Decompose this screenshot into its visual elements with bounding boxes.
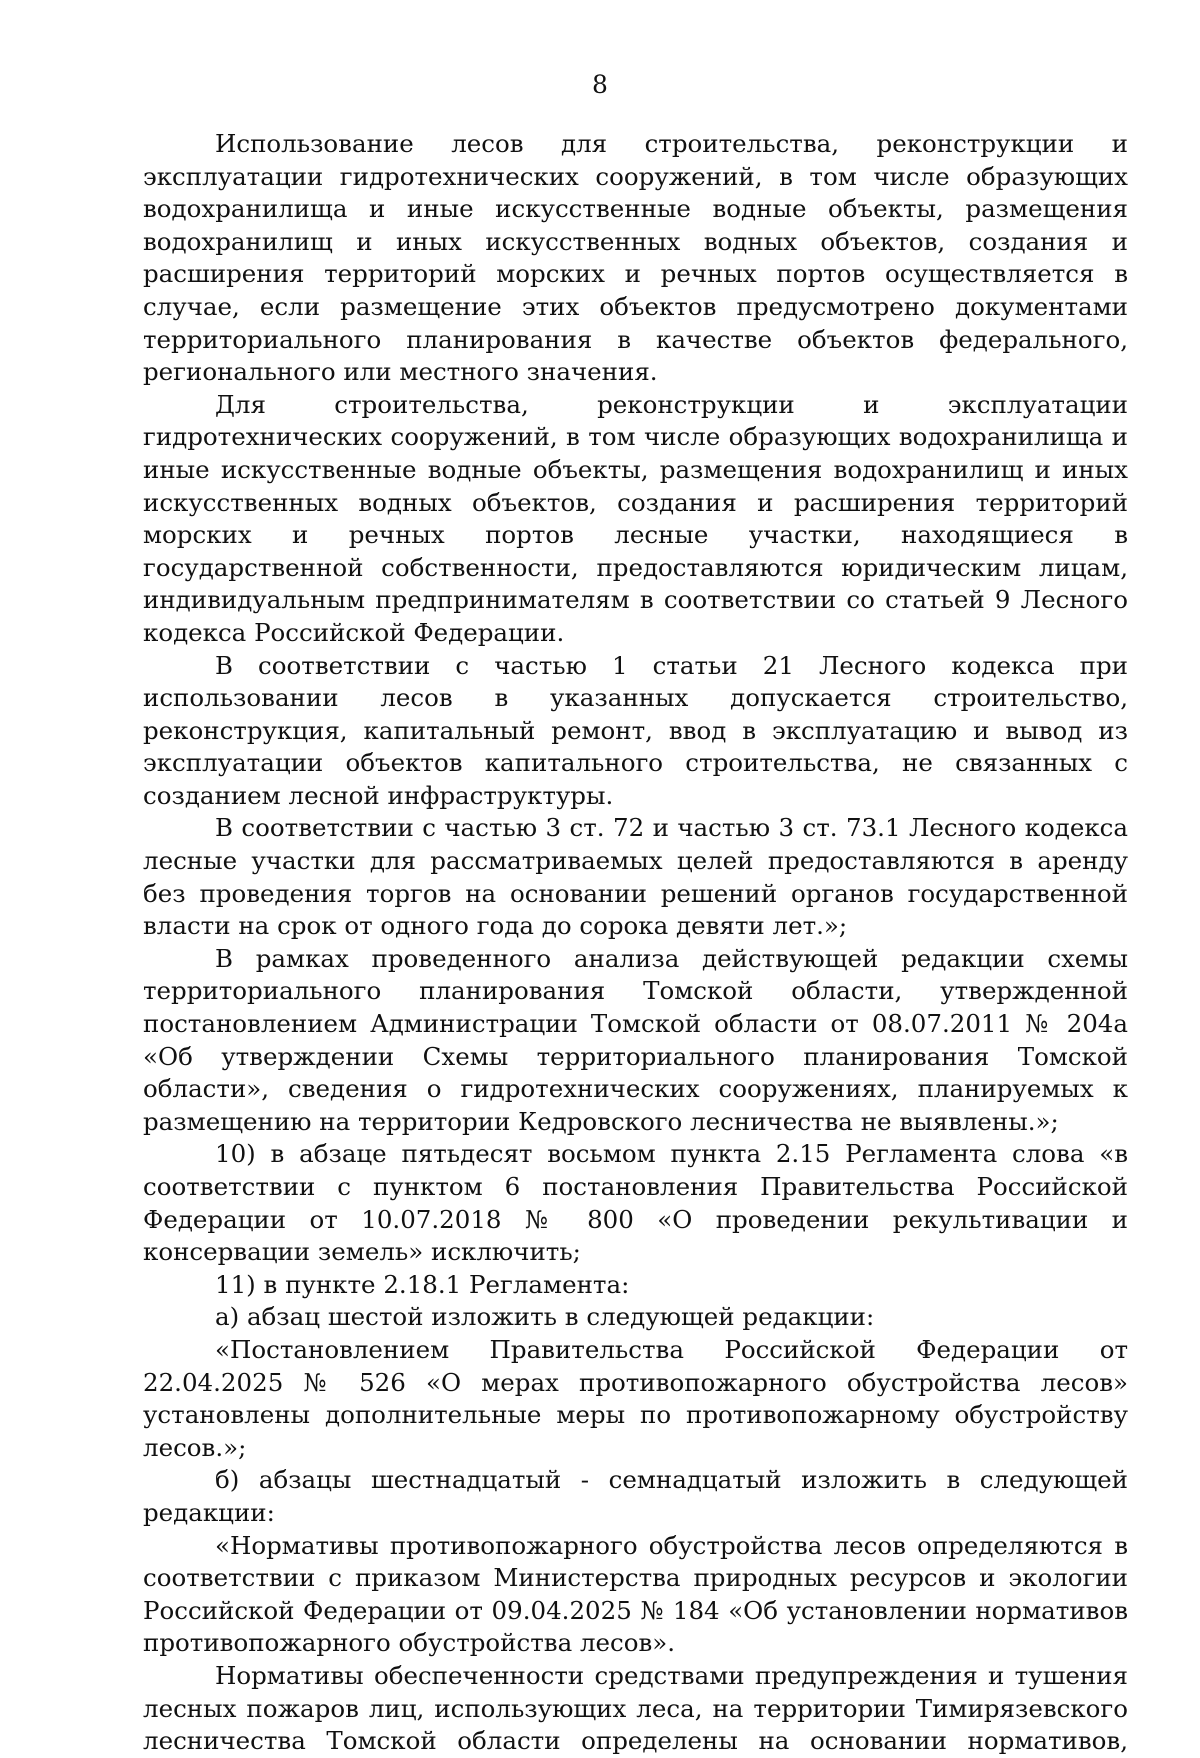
paragraph-subitem-a: а) абзац шестой изложить в следующей редакции: (215, 1302, 875, 1332)
page-number: 8 (592, 70, 608, 99)
paragraph-resolution-526: «Постановлением Правительства Российской Федерации от 22.04.2025 № 526 «О мерах противопожарного обустройства лесов» установлены дополнительные меры по противопожарному обустройству лесов.»; (143, 1334, 1128, 1462)
paragraph-forest-use-hydro: Использование лесов для строительства, реконструкции и эксплуатации гидротехнических сооружений, в том числе образующих водохранилища и иные искусственные водные объекты, размещения водохранилищ и иных искусственных водных объектов, создания и расширения территорий морских и речных портов осуществляется в случае, если размещение этих объектов предусмотрено документами территориального планирования в качестве объектов федерального, регионального или местного значения. (143, 129, 1128, 387)
paragraph-article-21: В соответствии с частью 1 статьи 21 Лесного кодекса при использовании лесов в указанных допускается строительство, реконструкция, капитальный ремонт, ввод в эксплуатацию и вывод из эксплуатации объектов капитального строительства, не связанных с созданием лесной инфраструктуры. (143, 650, 1128, 810)
document-body (143, 128, 1128, 1758)
paragraph-subitem-b: б) абзацы шестнадцатый - семнадцатый изложить в следующей редакции: (143, 1465, 1128, 1527)
paragraph-lease-terms: В соответствии с частью 3 ст. 72 и частью 3 ст. 73.1 Лесного кодекса лесные участки для рассматриваемых целей предоставляются в аренду без проведения торгов на основании решений органов государственной власти на срок от одного года до сорока девяти лет.»; (143, 813, 1128, 941)
paragraph-territorial-planning-analysis: В рамках проведенного анализа действующей редакции схемы территориального планирования Томской области, утвержденной постановлением Администрации Томской области от 08.07.2011 № 204а «Об утверждении Схемы территориального планирования Томской области», сведения о гидротехнических сооружениях, планируемых к размещению на территории Кедровского лесничества не выявлены.»; (143, 943, 1128, 1136)
paragraph-land-plots-provision: Для строительства, реконструкции и эксплуатации гидротехнических сооружений, в том числе образующих водохранилища и иные искусственные водные объекты, размещения водохранилищ и иных искусственных водных объектов, создания и расширения территорий морских и речных портов лесные участки, находящиеся в государственной собственности, предоставляются юридическим лицам, индивидуальным предпринимателям в соответствии со статьей 9 Лесного кодекса Российской Федерации. (143, 389, 1128, 647)
paragraph-item-11: 11) в пункте 2.18.1 Регламента: (215, 1269, 630, 1299)
paragraph-item-10: 10) в абзаце пятьдесят восьмом пункта 2.15 Регламента слова «в соответствии с пунктом 6 постановления Правительства Российской Федерации от 10.07.2018 № 800 «О проведении рекультивации и консервации земель» исключить; (143, 1139, 1128, 1267)
paragraph-fire-norms: Нормативы обеспеченности средствами предупреждения и тушения лесных пожаров лиц, использующих леса, на территории Тимирязевского лесничества Томской области определены на основании нормативов, (143, 1660, 1128, 1756)
paragraph-order-184: «Нормативы противопожарного обустройства лесов определяются в соответствии с приказом Министерства природных ресурсов и экологии Российской Федерации от 09.04.2025 № 184 «Об установлении нормативов противопожарного обустройства лесов». (143, 1530, 1128, 1658)
